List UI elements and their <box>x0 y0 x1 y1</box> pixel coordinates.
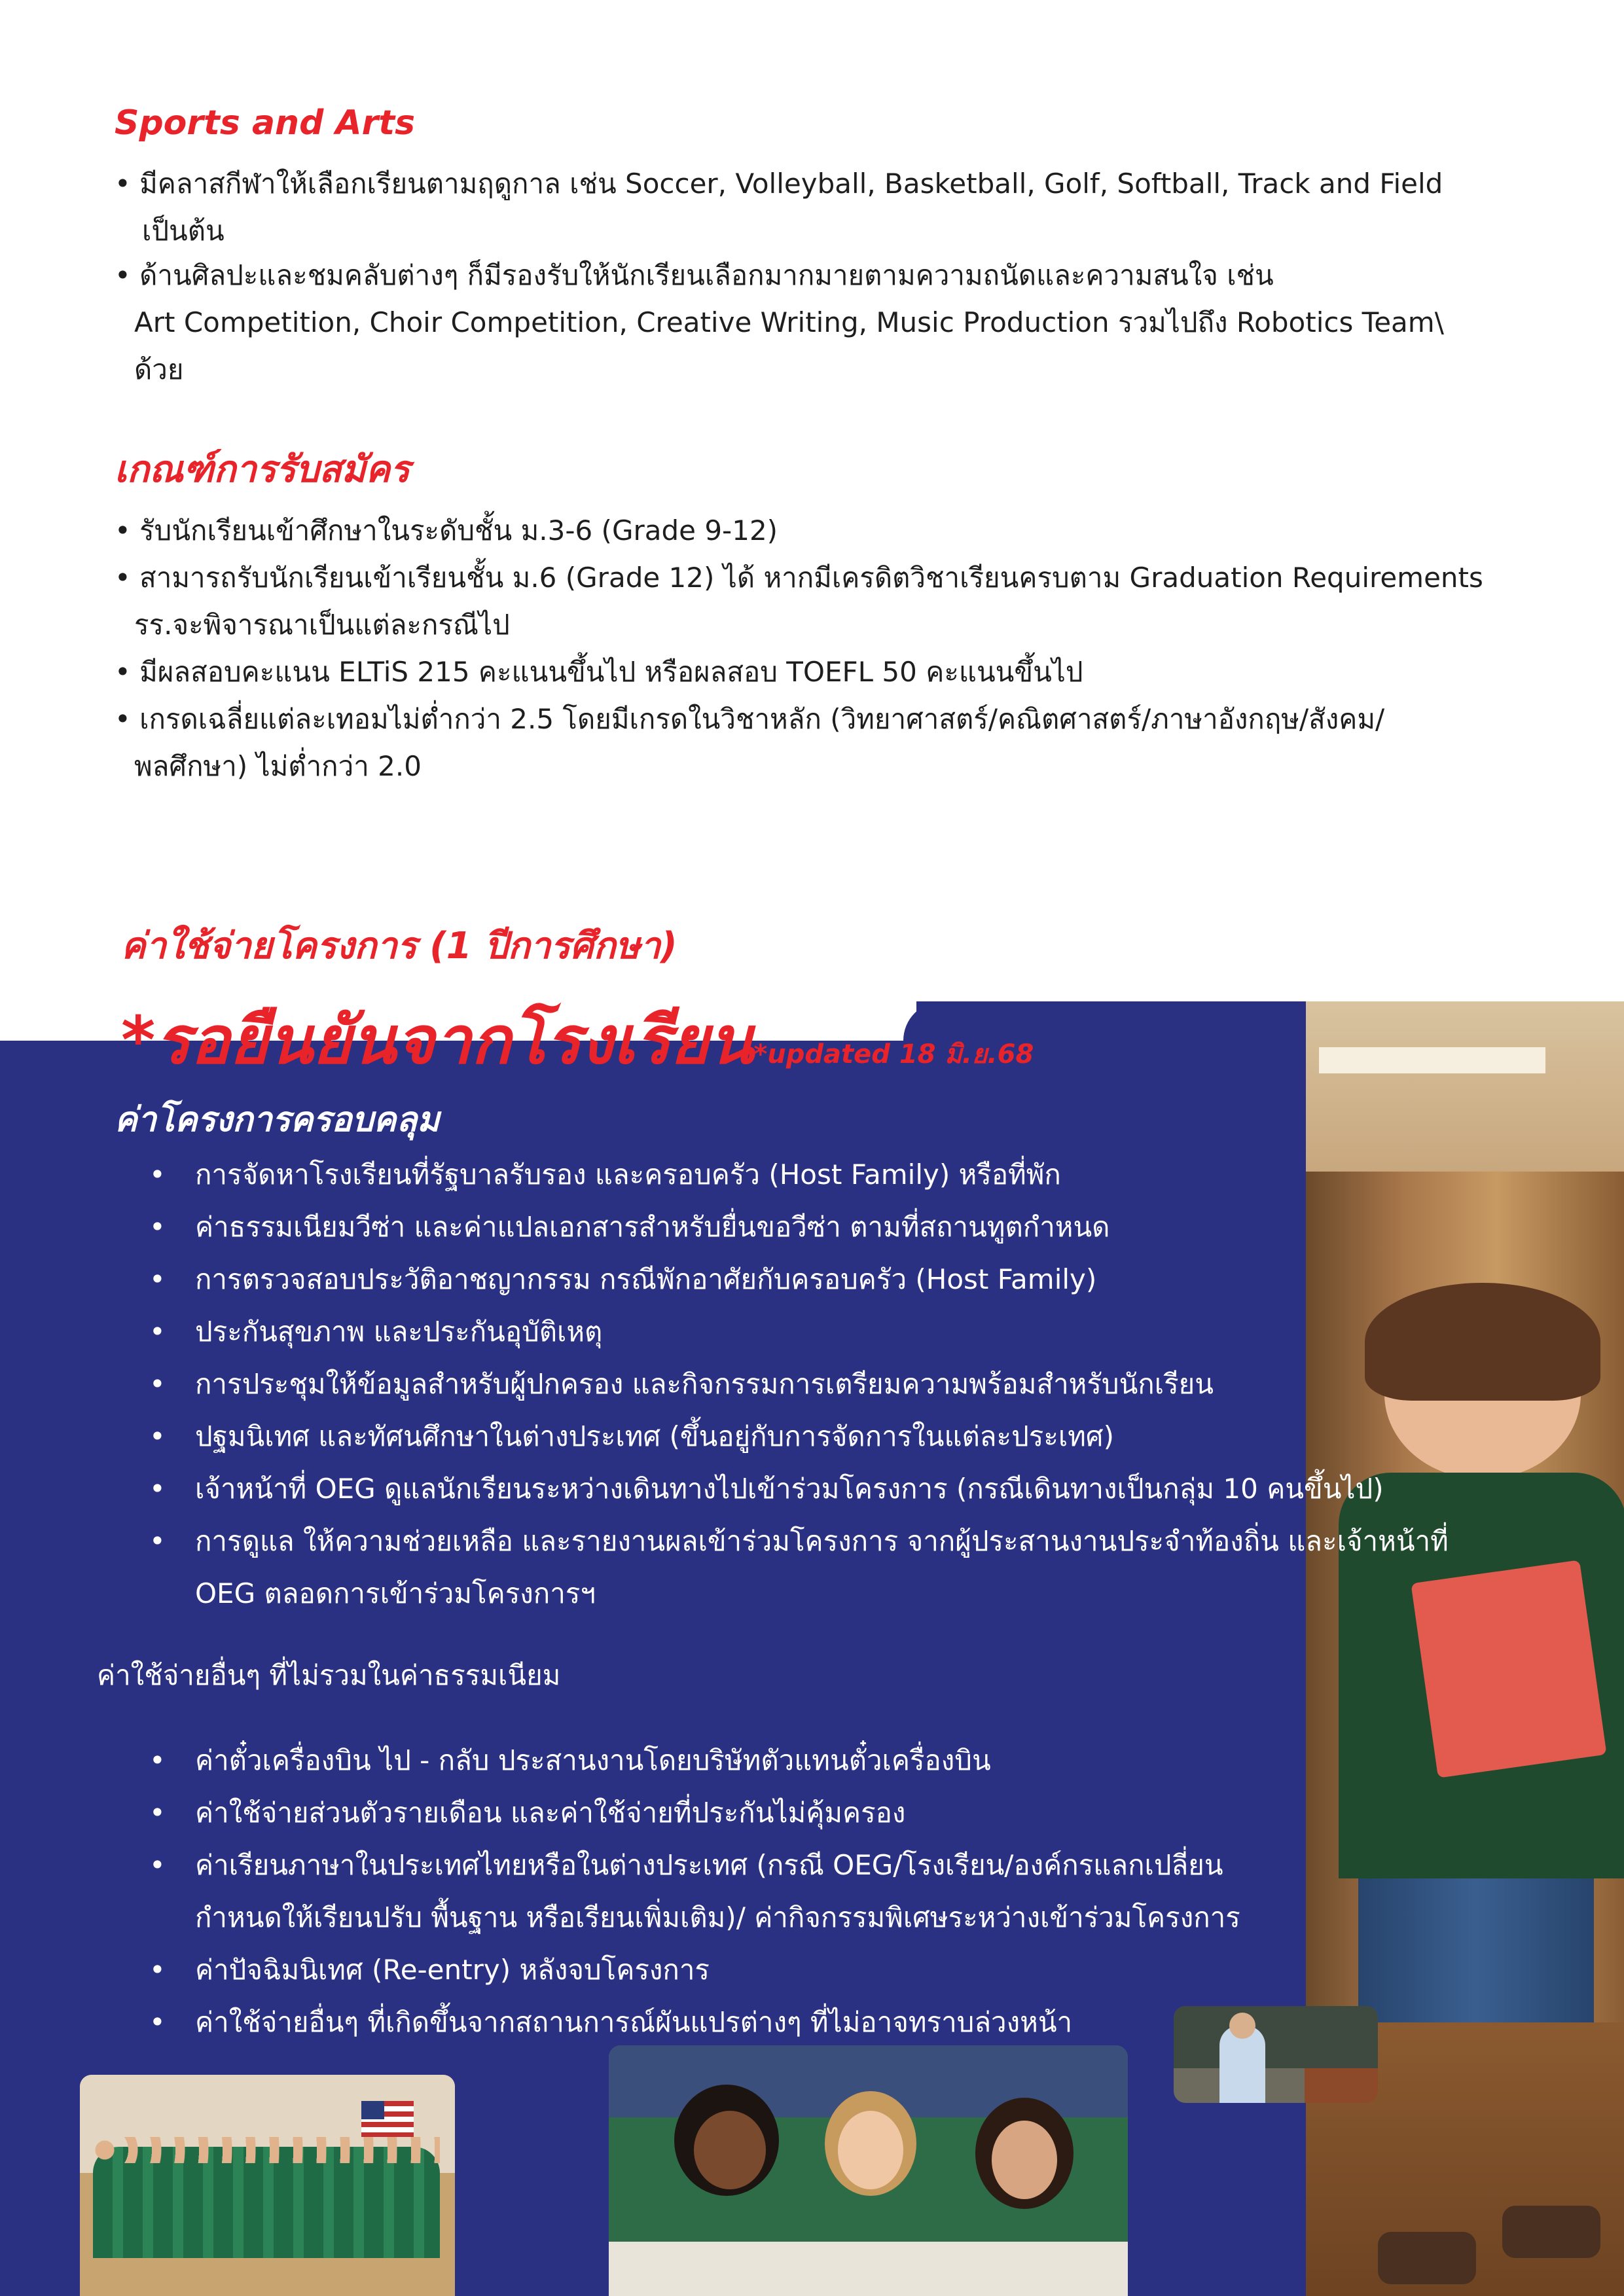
list-item: • ประกันสุขภาพ และประกันอุบัติเหตุ <box>149 1316 603 1348</box>
excluded-item-text: ค่าปัจฉิมนิเทศ (Re-entry) หลังจบโครงการ <box>195 1954 710 1986</box>
excluded-item-text: ค่าตั๋วเครื่องบิน ไป - กลับ ประสานงานโดยบริษัทตัวแทนตั๋วเครื่องบิน <box>195 1744 991 1776</box>
excluded-item-text: ค่าใช้จ่ายส่วนตัวรายเดือน และค่าใช้จ่ายที่ประกันไม่คุ้มครอง <box>195 1797 906 1829</box>
list-item: • ค่าธรรมเนียมวีซ่า และค่าแปลเอกสารสำหรับยื่นขอวีซ่า ตามที่สถานทูตกำหนด <box>149 1211 1110 1243</box>
pending-text: *รอยืนยันจากโรงเรียน <box>121 1002 754 1079</box>
list-item: • ค่าปัจฉิมนิเทศ (Re-entry) หลังจบโครงการ <box>149 1954 710 1986</box>
list-item: • เจ้าหน้าที่ OEG ดูแลนักเรียนระหว่างเดินทางไปเข้าร่วมโครงการ (กรณีเดินทางเป็นกลุ่ม 10 คนขึ้นไป) <box>149 1473 1384 1505</box>
sports-arts-bullet-2 <box>115 252 1444 393</box>
sports-arts-bullet-2-line-1: • ด้านศิลปะและชมคลับต่างๆ ก็มีรองรับให้นักเรียนเลือกมากมายตามความถนัดและความสนใจ เช่น <box>115 259 1274 291</box>
sports-arts-bullet-1-line-2: เป็นต้น <box>142 215 225 247</box>
sports-arts-heading: Sports and Arts <box>115 103 416 143</box>
teacher-photo <box>1174 2006 1378 2103</box>
criteria-bullet-4-line-2: พลศึกษา) ไม่ต่ำกว่า 2.0 <box>134 750 422 782</box>
covered-item-text: ค่าธรรมเนียมวีซ่า และค่าแปลเอกสารสำหรับยื่นขอวีซ่า ตามที่สถานทูตกำหนด <box>195 1211 1110 1243</box>
list-item: • การจัดหาโรงเรียนที่รัฐบาลรับรอง และครอบครัว (Host Family) หรือที่พัก <box>149 1158 1061 1191</box>
covered-item-text: การดูแล ให้ความช่วยเหลือ และรายงานผลเข้าร่วมโครงการ จากผู้ประสานงานประจำท้องถิ่น และเจ้าหน้าที่ <box>195 1525 1449 1557</box>
excluded-heading: ค่าใช้จ่ายอื่นๆ ที่ไม่รวมในค่าธรรมเนียม <box>97 1659 561 1691</box>
sports-arts-bullet-1-line-1: • มีคลาสกีฬาให้เลือกเรียนตามฤดูกาล เช่น Soccer, Volleyball, Basketball, Golf, Softball, Track and Field <box>115 168 1443 200</box>
list-item: • การดูแล ให้ความช่วยเหลือ และรายงานผลเข้าร่วมโครงการ จากผู้ประสานงานประจำท้องถิ่น และเจ้าหน้าที่ <box>149 1525 1449 1557</box>
expenses-heading: ค่าใช้จ่ายโครงการ (1 ปีการศึกษา) <box>121 925 677 967</box>
sports-arts-bullet-2-line-2: Art Competition, Choir Competition, Creative Writing, Music Production รวมไปถึง Robotics Team\ <box>134 306 1444 338</box>
excluded-item-text: กำหนดให้เรียนปรับ พื้นฐาน หรือเรียนเพิ่มเติม)/ ค่ากิจกรรมพิเศษระหว่างเข้าร่วมโครงการ <box>195 1901 1240 1933</box>
covered-item-text: ปฐมนิเทศ และทัศนศึกษาในต่างประเทศ (ขึ้นอยู่กับการจัดการในแต่ละประเทศ) <box>195 1420 1114 1452</box>
excluded-item-text: ค่าเรียนภาษาในประเทศไทยหรือในต่างประเทศ (กรณี OEG/โรงเรียน/องค์กรแลกเปลี่ยน <box>195 1849 1223 1881</box>
list-item: • ค่าเรียนภาษาในประเทศไทยหรือในต่างประเทศ (กรณี OEG/โรงเรียน/องค์กรแลกเปลี่ยน <box>149 1849 1223 1881</box>
list-item: • ค่าใช้จ่ายอื่นๆ ที่เกิดขึ้นจากสถานการณ์ผันแปรต่างๆ ที่ไม่อาจทราบล่วงหน้า <box>149 2006 1073 2038</box>
pending-confirmation <box>121 988 1034 1092</box>
covered-item-text: การจัดหาโรงเรียนที่รัฐบาลรับรอง และครอบครัว (Host Family) หรือที่พัก <box>195 1158 1061 1191</box>
volleyball-team-photo <box>80 2075 455 2296</box>
covered-item-text: การประชุมให้ข้อมูลสำหรับผู้ปกครอง และกิจกรรมการเตรียมความพร้อมสำหรับนักเรียน <box>195 1368 1214 1400</box>
students-classroom-photo <box>609 2045 1128 2296</box>
sports-arts-bullet-1 <box>115 160 1443 255</box>
updated-date: *updated 18 มิ.ย.68 <box>753 1039 1034 1069</box>
covered-item-text: เจ้าหน้าที่ OEG ดูแลนักเรียนระหว่างเดินทางไปเข้าร่วมโครงการ (กรณีเดินทางเป็นกลุ่ม 10 คนขึ้นไป) <box>195 1473 1384 1505</box>
criteria-bullet-3: • มีผลสอบคะแนน ELTiS 215 คะแนนขึ้นไป หรือผลสอบ TOEFL 50 คะแนนขึ้นไป <box>115 656 1083 688</box>
covered-item-text: การตรวจสอบประวัติอาชญากรรม กรณีพักอาศัยกับครอบครัว (Host Family) <box>195 1263 1097 1295</box>
sports-arts-bullet-2-line-3: ด้วย <box>134 353 184 386</box>
criteria-bullet-4-line-1: • เกรดเฉลี่ยแต่ละเทอมไม่ต่ำกว่า 2.5 โดยมีเกรดในวิชาหลัก (วิทยาศาสตร์/คณิตศาสตร์/ภาษาอังกฤษ/สังคม/ <box>115 703 1385 735</box>
list-item-continuation <box>195 1568 1449 1620</box>
excluded-item-text: ค่าใช้จ่ายอื่นๆ ที่เกิดขึ้นจากสถานการณ์ผันแปรต่างๆ ที่ไม่อาจทราบล่วงหน้า <box>195 2006 1073 2038</box>
criteria-list <box>115 507 1483 790</box>
list-item: • ค่าตั๋วเครื่องบิน ไป - กลับ ประสานงานโดยบริษัทตัวแทนตั๋วเครื่องบิน <box>149 1744 991 1776</box>
list-item-continuation <box>195 1892 1240 1944</box>
covered-item-text: ประกันสุขภาพ และประกันอุบัติเหตุ <box>195 1316 603 1348</box>
list-item: • ปฐมนิเทศ และทัศนศึกษาในต่างประเทศ (ขึ้นอยู่กับการจัดการในแต่ละประเทศ) <box>149 1420 1114 1452</box>
covered-item-text: OEG ตลอดการเข้าร่วมโครงการฯ <box>195 1577 596 1609</box>
list-item: • การประชุมให้ข้อมูลสำหรับผู้ปกครอง และกิจกรรมการเตรียมความพร้อมสำหรับนักเรียน <box>149 1368 1214 1400</box>
list-item: • การตรวจสอบประวัติอาชญากรรม กรณีพักอาศัยกับครอบครัว (Host Family) <box>149 1263 1097 1295</box>
criteria-heading: เกณฑ์การรับสมัคร <box>115 448 410 491</box>
criteria-bullet-2-line-1: • สามารถรับนักเรียนเข้าเรียนชั้น ม.6 (Grade 12) ได้ หากมีเครดิตวิชาเรียนครบตาม Graduation Requirements <box>115 562 1483 594</box>
covered-heading: ค่าโครงการครอบคลุม <box>115 1100 440 1139</box>
covered-list <box>149 1149 1449 1620</box>
criteria-bullet-1: • รับนักเรียนเข้าศึกษาในระดับชั้น ม.3-6 (Grade 9-12) <box>115 514 778 547</box>
criteria-bullet-2-line-2: รร.จะพิจารณาเป็นแต่ละกรณีไป <box>134 609 510 641</box>
excluded-list <box>149 1734 1240 2049</box>
list-item: • ค่าใช้จ่ายส่วนตัวรายเดือน และค่าใช้จ่ายที่ประกันไม่คุ้มครอง <box>149 1797 906 1829</box>
